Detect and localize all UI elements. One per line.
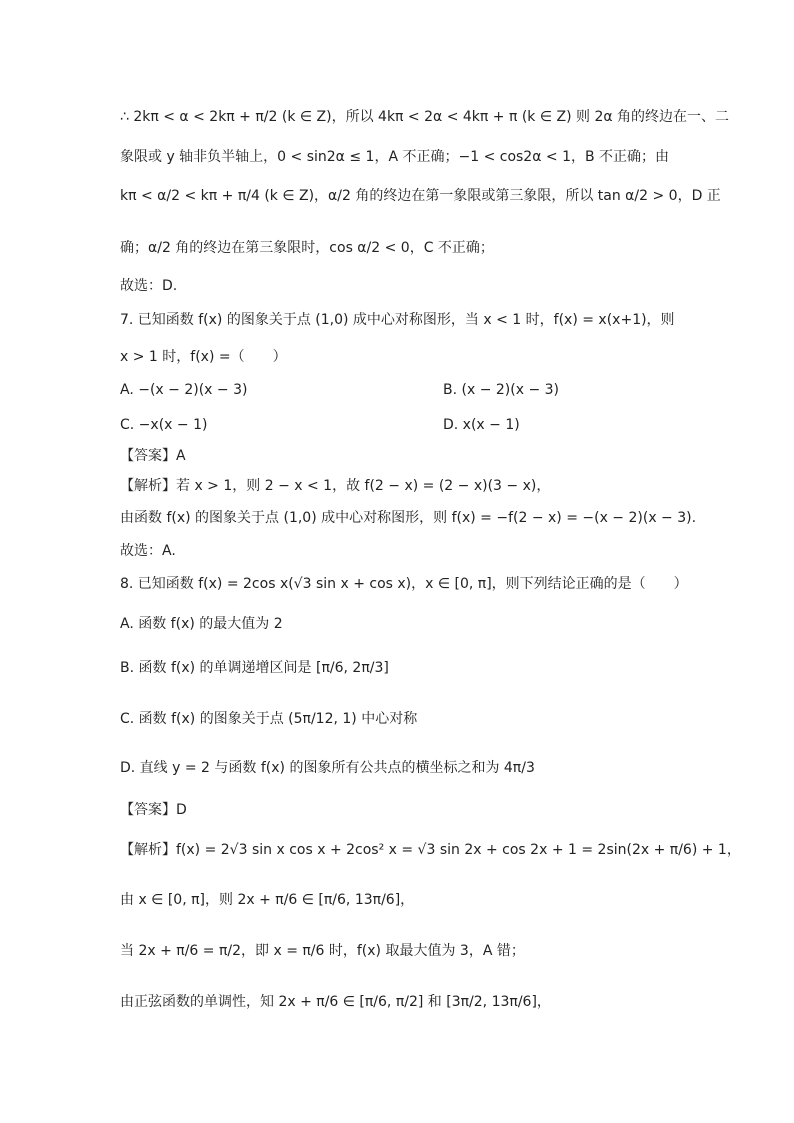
q8-analysis-line-4: 由正弦函数的单调性，知 2x + π/6 ∈ [π/6, π/2] 和 [3π/2, 13π/6]， — [120, 994, 551, 1010]
q8-analysis: 【解析】f(x) = 2√3 sin x cos x + 2cos² x = √3 sin 2x + cos 2x + 1 = 2sin(2x + π/6) + 1， — [120, 842, 741, 858]
q7-answer: 【答案】A — [120, 448, 186, 464]
question-8-stem: 8. 已知函数 f(x) = 2cos x(√3 sin x + cos x)，x ∈ [0, π]，则下列结论正确的是（ ） — [120, 576, 688, 592]
question-7-stem-cont: x > 1 时，f(x) =（ ） — [120, 349, 287, 365]
question-7-stem: 7. 已知函数 f(x) 的图象关于点 (1,0) 成中心对称图形，当 x < 1 时，f(x) = x(x+1)，则 — [120, 312, 675, 328]
q8-answer: 【答案】D — [120, 802, 187, 818]
q7-option-d: D. x(x − 1) — [443, 417, 520, 433]
text-line: ∴ 2kπ < α < 2kπ + π/2 (k ∈ Z)，所以 4kπ < 2α < 4kπ + π (k ∈ Z) 则 2α 角的终边在一、二 — [120, 109, 730, 125]
q8-option-a: A. 函数 f(x) 的最大值为 2 — [120, 616, 283, 632]
q7-analysis-cont: 由函数 f(x) 的图象关于点 (1,0) 成中心对称图形，则 f(x) = −f(2 − x) = −(x − 2)(x − 3). — [120, 510, 697, 526]
q7-choice: 故选：A. — [120, 543, 176, 559]
q7-option-c: C. −x(x − 1) — [120, 417, 208, 433]
q7-option-b: B. (x − 2)(x − 3) — [443, 382, 559, 398]
q8-option-b: B. 函数 f(x) 的单调递增区间是 [π/6, 2π/3] — [120, 660, 389, 676]
text-line: 象限或 y 轴非负半轴上，0 < sin2α ≤ 1，A 不正确；−1 < cos2α < 1，B 不正确；由 — [120, 149, 670, 165]
text-line: 故选：D. — [120, 278, 178, 294]
q7-option-a: A. −(x − 2)(x − 3) — [120, 382, 248, 398]
q7-analysis: 【解析】若 x > 1，则 2 − x < 1，故 f(2 − x) = (2 − x)(3 − x)， — [120, 478, 551, 494]
q8-analysis-line-3: 当 2x + π/6 = π/2，即 x = π/6 时，f(x) 取最大值为 3，A 错； — [120, 943, 525, 959]
q8-option-d: D. 直线 y = 2 与函数 f(x) 的图象所有公共点的横坐标之和为 4π/3 — [120, 760, 535, 776]
q8-analysis-line-2: 由 x ∈ [0, π]，则 2x + π/6 ∈ [π/6, 13π/6]， — [120, 892, 415, 908]
q8-option-c: C. 函数 f(x) 的图象关于点 (5π/12, 1) 中心对称 — [120, 711, 418, 727]
text-line: kπ < α/2 < kπ + π/4 (k ∈ Z)，α/2 角的终边在第一象限或第三象限，所以 tan α/2 > 0，D 正 — [120, 188, 721, 204]
text-line: 确；α/2 角的终边在第三象限时，cos α/2 < 0，C 不正确； — [120, 240, 494, 256]
